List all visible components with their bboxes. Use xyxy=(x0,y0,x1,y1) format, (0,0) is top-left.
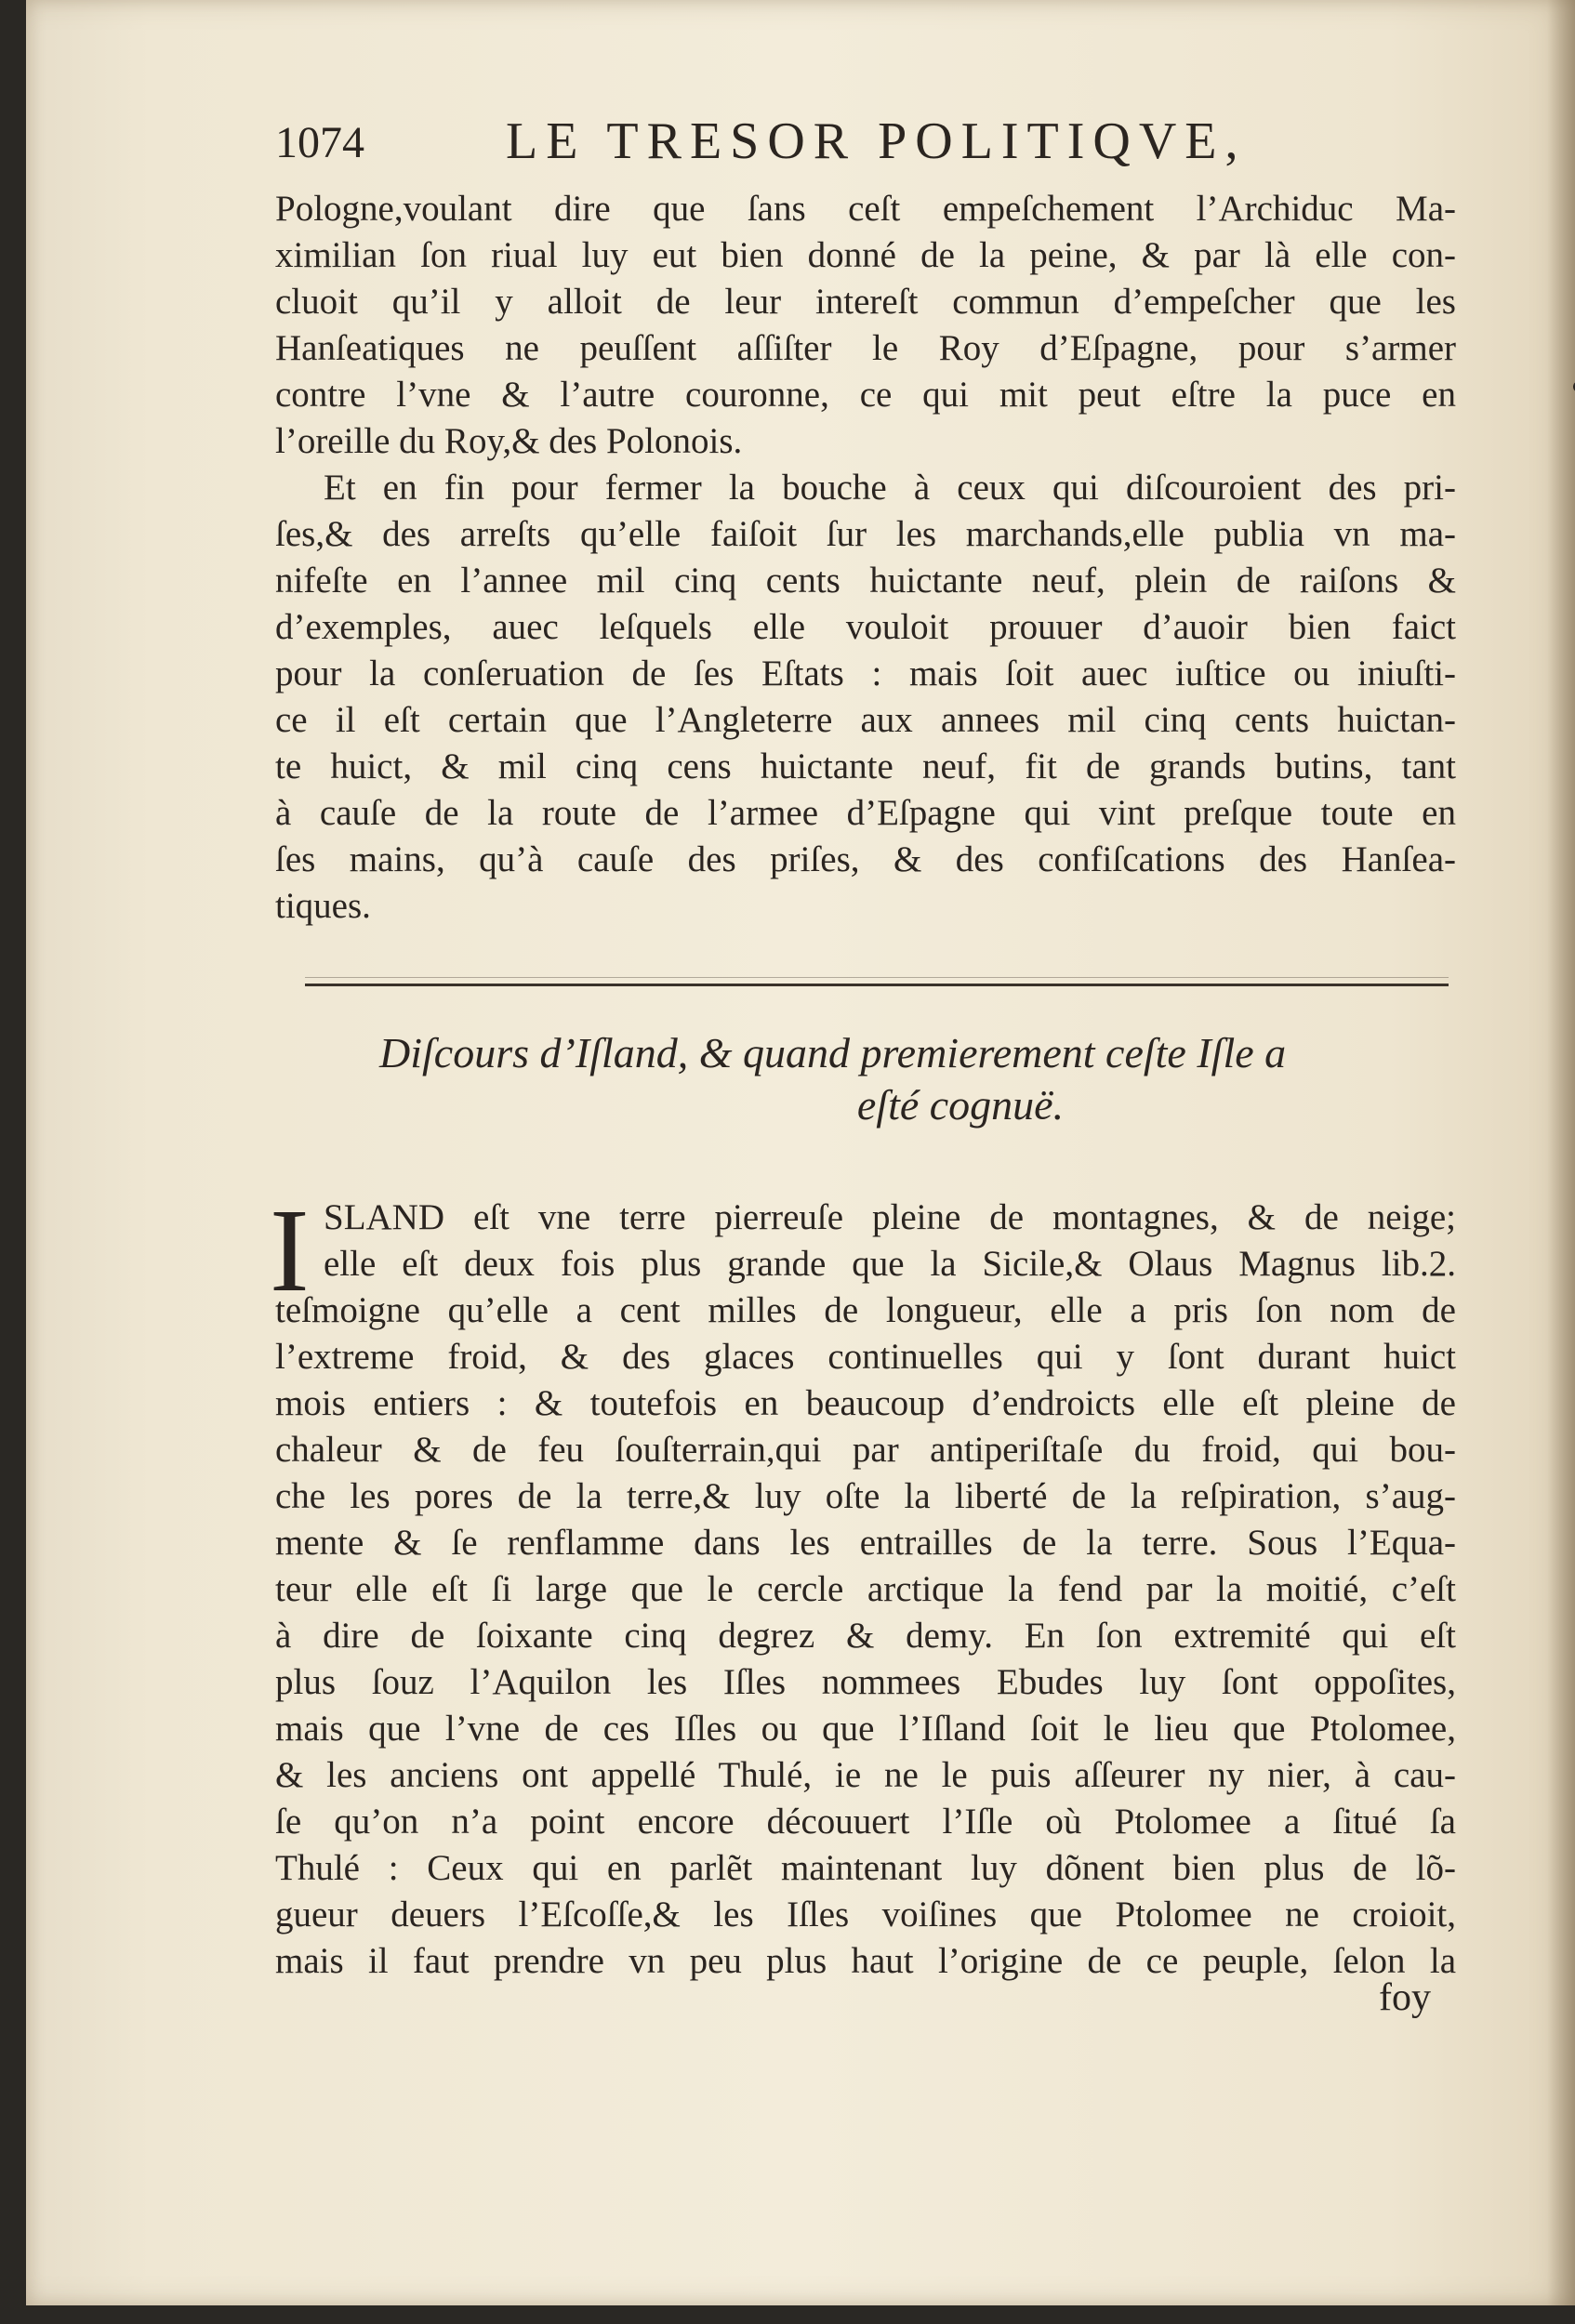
text-line: ſe qu’on n’a point encore découuert l’Iſle où Ptolomee a ſitué ſa xyxy=(275,1802,1456,1842)
text-line: te huict, & mil cinq cens huictante neuf, fit de grands butins, tant xyxy=(275,746,1456,786)
running-title: LE TRESOR POLITIQVE, xyxy=(506,112,1247,170)
text-line: l’extreme froid, & des glaces continuelles qui y ſont durant huict xyxy=(275,1337,1456,1377)
text-line: d’exemples, auec leſquels elle vouloit prouuer d’auoir bien faict xyxy=(275,607,1456,647)
section-heading-line: eſté cognuë. xyxy=(856,1081,1065,1129)
text-line: teur elle eſt ſi large que le cercle arctique la fend par la moitié, c’eſt xyxy=(275,1569,1456,1609)
text-line: Thulé : Ceux qui en parlẽt maintenant luy dõnent bien plus de lõ- xyxy=(275,1848,1456,1888)
drop-cap: I xyxy=(270,1184,310,1316)
paragraph-3 xyxy=(275,1195,1456,1985)
text-line: gueur deuers l’Eſcoſſe,& les Iſles voiſines que Ptolomee ne croioit, xyxy=(275,1895,1456,1934)
text-line: à dire de ſoixante cinq degrez & demy. En ſon extremité qui eſt xyxy=(275,1616,1456,1656)
text-line: chaleur & de feu ſouſterrain,qui par antiperiſtaſe du froid, qui bou- xyxy=(275,1430,1456,1470)
text-line: ſes,& des arreſts qu’elle faiſoit ſur les marchands,elle publia vn ma- xyxy=(275,514,1456,554)
text-line: Hanſeatiques ne peuſſent aſſiſter le Roy d’Eſpagne, pour s’armer xyxy=(275,328,1456,368)
text-line: che les pores de la terre,& luy oſte la liberté de la reſpiration, s’aug- xyxy=(275,1476,1456,1516)
text-line: & les anciens ont appellé Thulé, ie ne le puis aſſeurer ny nier, à cau- xyxy=(275,1755,1456,1795)
text-line: ſes mains, qu’à cauſe des priſes, & des confiſcations des Hanſea- xyxy=(275,839,1456,879)
paragraph-1 xyxy=(275,186,1456,465)
text-line: contre l’vne & l’autre couronne, ce qui mit peut eſtre la puce en xyxy=(275,375,1456,415)
text-line: mais que l’vne de ces Iſles ou que l’Iſland ſoit le lieu que Ptolomee, xyxy=(275,1709,1456,1749)
text-line: mente & ſe renflamme dans les entrailles de la terre. Sous l’Equa- xyxy=(275,1523,1456,1563)
paragraph-2 xyxy=(275,465,1456,930)
book-page xyxy=(26,0,1575,2305)
catchword: foy xyxy=(1379,1976,1431,2019)
text-line: pour la conſeruation de ſes Eſtats : mais ſoit auec iuſtice ou iniuſti- xyxy=(275,654,1456,693)
text-line: l’oreille du Roy,& des Polonois. xyxy=(275,421,743,461)
text-line: tiques. xyxy=(275,886,371,926)
running-head xyxy=(275,112,1335,186)
text-line: nifeſte en l’annee mil cinq cents huictante neuf, plein de raiſons & xyxy=(275,561,1456,601)
text-line: ce il eſt certain que l’Angleterre aux annees mil cinq cents huictan- xyxy=(275,700,1456,740)
text-line: mais il faut prendre vn peu plus haut l’origine de ce peuple, ſelon la xyxy=(275,1941,1456,1981)
text-line: Et en fin pour fermer la bouche à ceux qui diſcouroient des pri- xyxy=(324,468,1456,508)
text-line: ximilian ſon riual luy eut bien donné de la peine, & par là elle con- xyxy=(275,235,1456,275)
text-line: teſmoigne qu’elle a cent milles de longueur, elle a pris ſon nom de xyxy=(275,1290,1456,1330)
text-line: elle eſt deux fois plus grande que la Sicile,& Olaus Magnus lib.2. xyxy=(324,1244,1456,1284)
text-line: mois entiers : & toutefois en beaucoup d’endroicts elle eſt pleine de xyxy=(275,1383,1456,1423)
section-heading-line: Diſcours d’Iſland, & quand premierement ceſte Iſle a xyxy=(379,1029,1287,1076)
text-line: plus ſouz l’Aquilon les Iſles nommees Ebudes luy ſont oppoſites, xyxy=(275,1662,1456,1702)
text-line: Pologne,voulant dire que ſans ceſt empeſchement l’Archiduc Ma- xyxy=(275,189,1456,229)
section-heading xyxy=(361,1027,1430,1131)
text-line: à cauſe de la route de l’armee d’Eſpagne qui vint preſque toute en xyxy=(275,793,1456,833)
text-line: SLAND eſt vne terre pierreuſe pleine de montagnes, & de neige; xyxy=(324,1197,1456,1237)
page-number: 1074 xyxy=(275,118,364,167)
page-edge-shadow xyxy=(1547,0,1575,2305)
text-line: cluoit qu’il y alloit de leur intereſt commun d’empeſcher que les xyxy=(275,282,1456,322)
section-divider-rule xyxy=(305,984,1449,986)
